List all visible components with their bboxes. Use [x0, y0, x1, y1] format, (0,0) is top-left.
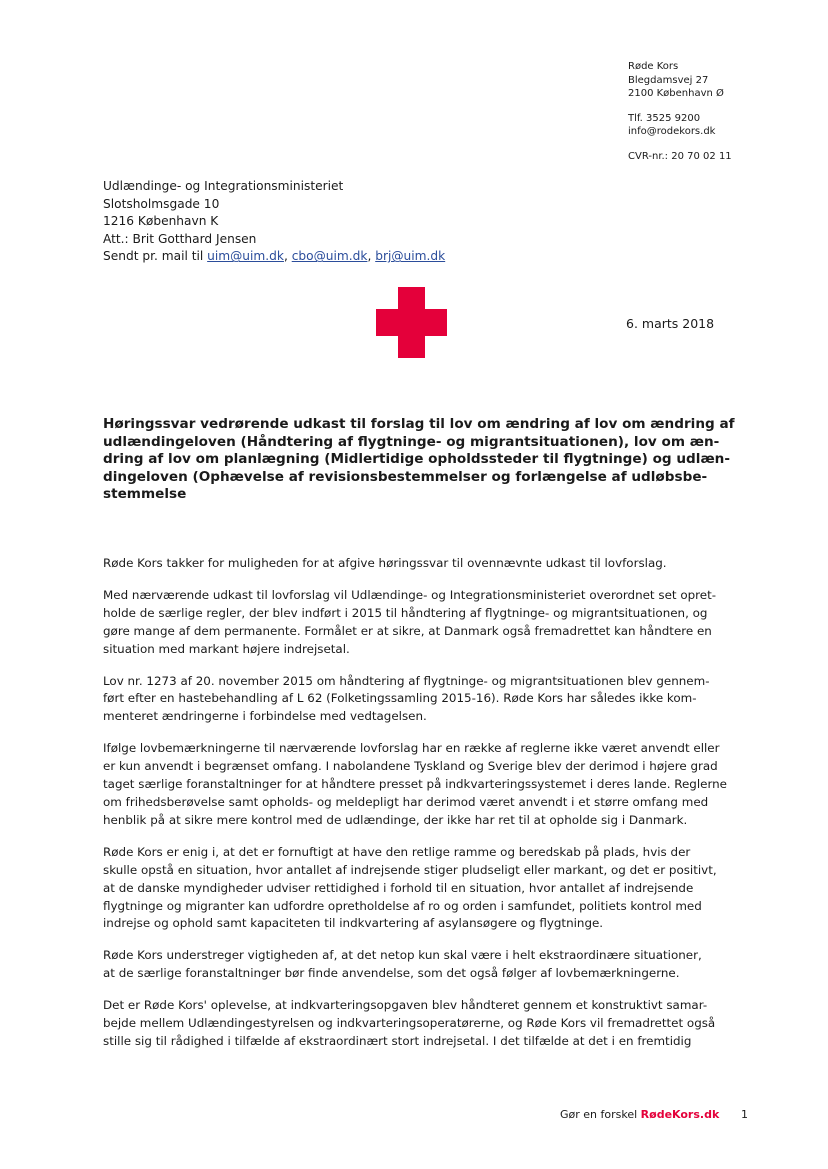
- text-line: ført efter en hastebehandling af L 62 (Folketingssamling 2015-16). Røde Kors har således ikke kom-: [103, 691, 697, 706]
- title-line: dingeloven (Ophævelse af revisionsbestemmelser og forlængelse af udløbsbe-: [103, 468, 708, 485]
- recipient-street: Slotsholmsgade 10: [103, 196, 220, 211]
- recipient-sent-line: Sendt pr. mail til uim@uim.dk, cbo@uim.dk, brj@uim.dk: [103, 249, 446, 264]
- recipient-city: 1216 København K: [103, 214, 219, 229]
- text-line: bejde mellem Udlændingestyrelsen og indkvarteringsoperatørerne, og Røde Kors vil fremadrettet også: [103, 1016, 716, 1031]
- text-line: om frihedsberøvelse samt opholds- og meldepligt har derimod været anvendt i et større omfang med: [103, 794, 709, 809]
- sender-phone: Tlf. 3525 9200: [628, 112, 701, 124]
- title-line: dring af lov om planlægning (Midlertidige opholdssteder til flygtninge) og udlæn-: [103, 451, 731, 468]
- text-line: skulle opstå en situation, hvor antallet af indrejsende stiger pludseligt eller markant, og det er positivt,: [103, 862, 717, 877]
- letter-date: 6. marts 2018: [626, 316, 715, 331]
- text-line: henblik på at sikre mere kontrol med de udlændinge, der ikke har ret til at opholde sig i Danmark.: [103, 812, 688, 827]
- document-title: [103, 416, 733, 504]
- recipient-att: Att.: Brit Gotthard Jensen: [103, 231, 257, 246]
- text-line: menteret ændringerne i forbindelse med vedtagelsen.: [103, 709, 427, 724]
- text-line: er kun anvendt i begrænset omfang. I nabolandene Tyskland og Sverige blev der derimod i højere grad: [103, 759, 718, 774]
- email-link-uim[interactable]: uim@uim.dk: [207, 249, 284, 264]
- sender-street: Blegdamsvej 27: [628, 74, 709, 86]
- sent-prefix: Sendt pr. mail til: [103, 249, 208, 264]
- text-line: Røde Kors er enig i, at det er fornuftigt at have den retlige ramme og beredskab på plads, hvis der: [103, 844, 691, 859]
- sender-cvr: CVR-nr.: 20 70 02 11: [628, 150, 732, 162]
- title-line: Høringssvar vedrørende udkast til forslag til lov om ændring af lov om ændring af: [103, 416, 735, 432]
- text-line: at de særlige foranstaltninger bør finde anvendelse, som det også følger af lovbemærkningerne.: [103, 966, 680, 981]
- footer-text: Gør en forskel: [560, 1108, 641, 1121]
- title-line: stemmelse: [103, 486, 187, 503]
- text-line: indrejse og ophold samt kapaciteten til indkvartering af asylansøgere og flygtninge.: [103, 916, 604, 931]
- text-line: Lov nr. 1273 af 20. november 2015 om håndtering af flygtninge- og migrantsituationen blev gennem-: [103, 673, 710, 688]
- text-line: Røde Kors understreger vigtigheden af, at det netop kun skal være i helt ekstraordinære situationer,: [103, 948, 702, 963]
- text-line: holde de særlige regler, der blev indført i 2015 til håndtering af flygtninge- og migrantsituationen, og: [103, 605, 708, 620]
- title-line: udlændingeloven (Håndtering af flygtninge- og migrantsituationen), lov om æn-: [103, 433, 720, 450]
- text-line: gøre mange af dem permanente. Formålet er at sikre, at Danmark også fremadrettet kan håndtere en: [103, 623, 712, 638]
- text-line: taget særlige foranstaltninger for at håndtere presset på indkvarteringssystemet i deres lande. Reglerne: [103, 777, 728, 792]
- sender-email: info@rodekors.dk: [628, 126, 716, 137]
- text-line: situation med markant højere indrejsetal.: [103, 641, 350, 656]
- text-line: flygtninge og migranter kan udfordre opretholdelse af ro og orden i samfundet, politiets kontrol med: [103, 898, 702, 913]
- sender-name: Røde Kors: [628, 61, 679, 72]
- letter-body: [103, 541, 738, 1065]
- text-line: Røde Kors takker for muligheden for at afgive høringssvar til ovennævnte udkast til lovforslag.: [103, 556, 667, 570]
- sender-block: [628, 60, 732, 163]
- email-link-cbo[interactable]: cbo@uim.dk: [291, 249, 368, 264]
- text-line: Ifølge lovbemærkningerne til nærværende lovforslag har en række af reglerne ikke været anvendt eller: [103, 741, 720, 756]
- text-line: at de danske myndigheder udviser rettidighed i forhold til en situation, hvor antallet af indrejsende: [103, 880, 694, 895]
- footer-tagline: [560, 1108, 719, 1121]
- recipient-block: [103, 178, 445, 266]
- text-line: stille sig til rådighed i tilfælde af ekstraordinært stort indrejsetal. I det tilfælde at det i en fremtidig: [103, 1033, 692, 1048]
- footer-brand-link[interactable]: RødeKors.dk: [640, 1108, 720, 1121]
- text-line: Det er Røde Kors' oplevelse, at indkvarteringsopgaven blev håndteret gennem et konstruktivt samar-: [103, 998, 708, 1013]
- red-cross-logo: [376, 287, 447, 358]
- recipient-org: Udlændinge- og Integrationsministeriet: [103, 179, 344, 193]
- text-line: Med nærværende udkast til lovforslag vil Udlændinge- og Integrationsministeriet overordnet set opret-: [103, 587, 717, 602]
- email-link-brj[interactable]: brj@uim.dk: [375, 249, 446, 264]
- page-number: 1: [741, 1108, 748, 1121]
- sender-city: 2100 København Ø: [628, 88, 724, 99]
